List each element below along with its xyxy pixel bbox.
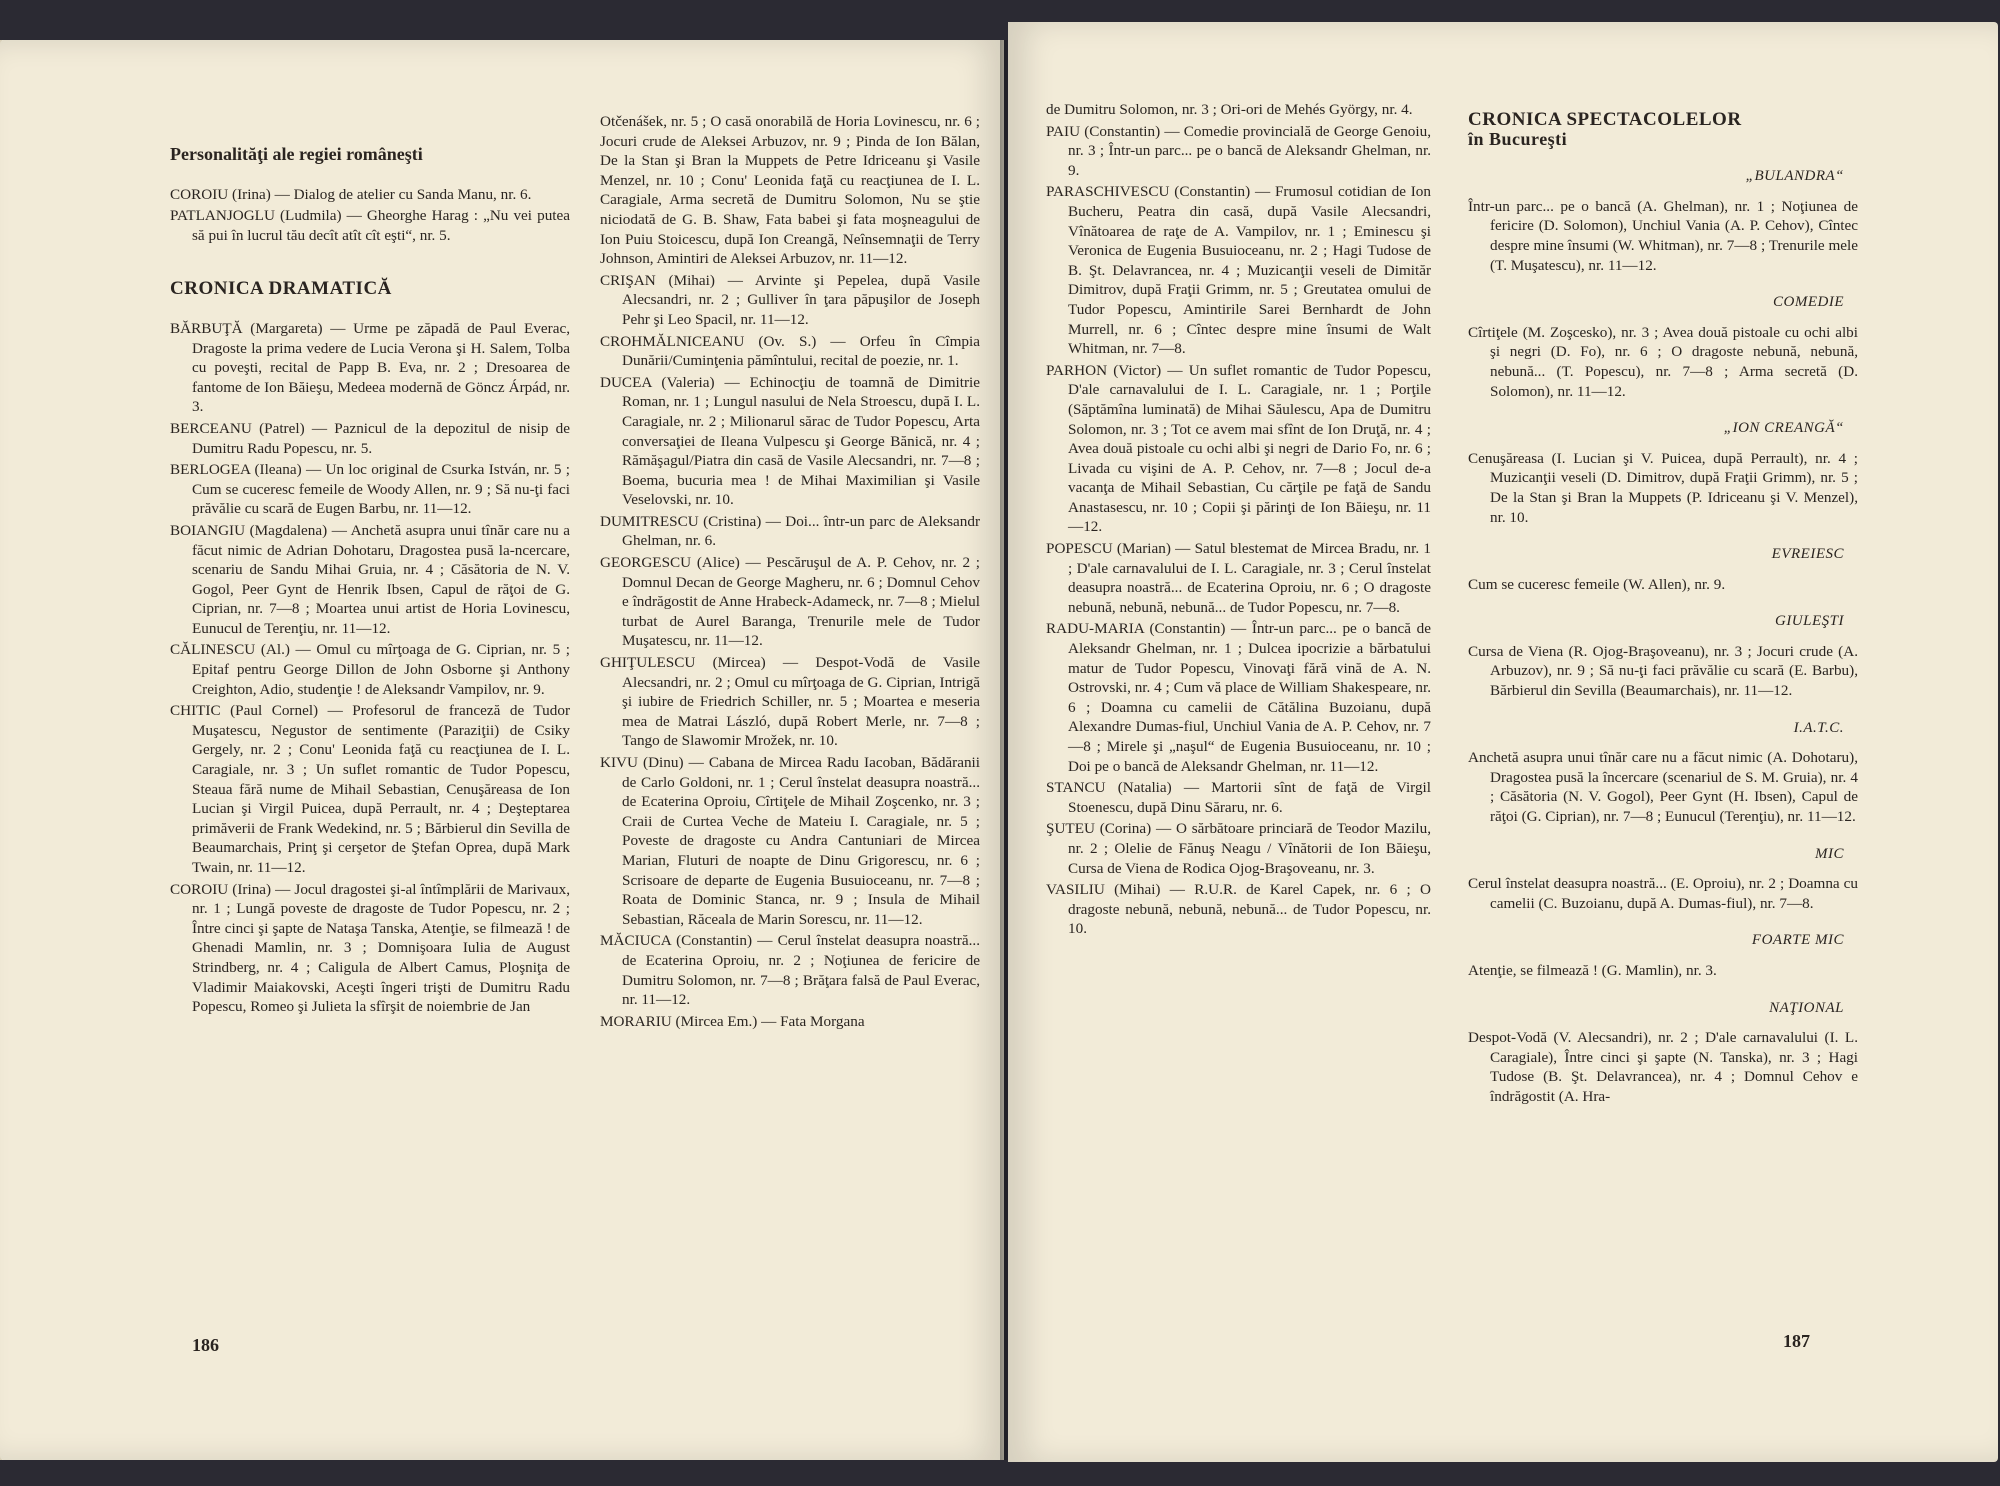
theatre-entry: Cursa de Viena (R. Ojog-Braşoveanu), nr. 3 ; Jocuri crude (A. Arbuzov), nr. 9 ; Să nu-ţi faci prăvălie cu scară (E. Barbu), Bărbierul din Sevilla (Beaumarchais), nr. 11—12.	[1468, 642, 1858, 700]
theatre-entry: Cîrtiţele (M. Zoşcesko), nr. 3 ; Avea două pistoale cu ochi albi şi negri (D. Fo), nr. 6 ; O dragoste nebună, nebună, nebună... (T. Popescu), nr. 7—8 ; Arma secretă (D. Solomon), nr. 11—12.	[1468, 323, 1858, 400]
right-column-1	[1046, 100, 1431, 941]
left-column-2	[600, 112, 980, 1033]
entry: RADU-MARIA (Constantin) — Într-un parc... pe o bancă de Aleksandr Ghelman, nr. 1 ; Dulcea ipocrizie a bărbatului matur de Tudor Popescu, Vinovaţi fără vină de A. N. Ostrovski, nr. 4 ; Cum vă place de William Shakespeare, nr. 6 ; Doamna cu camelii de Cătălina Buzoianu, după Alexandre Dumas-fiul, Unchiul Vania de A. P. Cehov, nr. 7—8 ; Mirele şi „naşul“ de Eugenia Busuioceanu, nr. 10 ; Doi pe o bancă de Aleksandr Ghelman, nr. 11—12.	[1046, 620, 1431, 775]
page-number-left: 186	[192, 1335, 219, 1355]
section-title-cronica-spectacolelor: CRONICA SPECTACOLELOR	[1468, 109, 1742, 130]
entry: CHITIC (Paul Cornel) — Profesorul de franceză de Tudor Muşatescu, Negustor de sentimente (Paraziţii) de Csiky Gergely, nr. 2 ; Conu' Leonida faţă cu reacţiunea de I. L. Caragiale, nr. 3 ; Un suflet romantic de Tudor Popescu, Steaua fără nume de Mihail Sebastian, Cenuşăreasa de Ion Lucian şi Virgil Puicea, după Perrault, nr. 4 ; Deşteptarea primăverii de Frank Wedekind, nr. 5 ; Bărbierul din Sevilla de Beaumarchais, Prinţ şi cerşetor de Ştefan Oprea, după Mark Twain, nr. 11—12.	[170, 702, 570, 876]
entry: DUMITRESCU (Cristina) — Doi... într-un parc de Aleksandr Ghelman, nr. 6.	[600, 512, 980, 550]
theatre-name: „BULANDRA“	[1745, 168, 1844, 185]
entry: KIVU (Dinu) — Cabana de Mircea Radu Iacoban, Bădăranii de Carlo Goldoni, nr. 1 ; Cerul înstelat deasupra noastră... de Ecaterina Oproiu, Cîrtiţele de Mihail Zoşcenko, nr. 3 ; Craii de Curtea Veche de Mateiu I. Caragiale, nr. 5 ; Poveste de dragoste cu Andra Cantuniari de Mircea Marian, Fluturi de noapte de Dinu Grigorescu, nr. 6 ; Scrisoare de departe de Eugenia Busuioceanu, nr. 7—8 ; Roata de Dominic Stanca, nr. 9 ; Insula de Mihail Sebastian, Răceala de Marin Sorescu, nr. 11—12.	[600, 754, 980, 928]
theatre-name: NAŢIONAL	[1769, 999, 1844, 1016]
entry: ŞUTEU (Corina) — O sărbătoare princiară de Teodor Mazilu, nr. 2 ; Olelie de Fănuş Neagu / Vînătorii de Ion Băieşu, Cursa de Viena de Rodica Ojog-Braşoveanu, nr. 3.	[1046, 820, 1431, 877]
entry: GHIŢULESCU (Mircea) — Despot-Vodă de Vasile Alecsandri, nr. 2 ; Omul cu mîrţoaga de G. Ciprian, Intrigă şi iubire de Friedrich Schiller, nr. 5 ; Moartea e meseria mea de Matrai László, după Robert Merle, nr. 7—8 ; Tango de Slawomir Mrožek, nr. 10.	[600, 654, 980, 750]
theatre-name: MIC	[1815, 845, 1844, 862]
entry: BĂRBUŢĂ (Margareta) — Urme pe zăpadă de Paul Everac, Dragoste la prima vedere de Lucia Verona şi H. Salem, Tolba cu poveşti, recital de Papp B. Eva, nr. 2 ; Dresoarea de fantome de Ion Băieşu, Medeea modernă de Göncz Árpád, nr. 3.	[170, 319, 570, 416]
theatre-entry: Cenuşăreasa (I. Lucian şi V. Puicea, după Perrault), nr. 4 ; Muzicanţii veseli (D. Dimitrov, după Fraţii Grimm), nr. 5 ; De la Stan şi Bran la Muppets (P. Idriceanu şi V. Menzel), nr. 10.	[1468, 449, 1858, 526]
theatre-entry: Într-un parc... pe o bancă (A. Ghelman), nr. 1 ; Noţiunea de fericire (D. Solomon), Unchiul Vania (A. P. Cehov), Cîntec despre mine însumi (W. Whitman), nr. 7—8 ; Trenurile mele (T. Muşatescu), nr. 11—12.	[1468, 197, 1858, 274]
right-column-2	[1468, 110, 1858, 1109]
entry: CRIŞAN (Mihai) — Arvinte şi Pepelea, după Vasile Alecsandri, nr. 2 ; Gulliver în ţara păpuşilor de Joseph Pehr şi Leo Spacil, nr. 11—12.	[600, 271, 980, 328]
entry: PARASCHIVESCU (Constantin) — Frumosul cotidian de Ion Bucheru, Peatra din casă, după Vasile Alecsandri, Vînătoarea de raţe de A. Vampilov, nr. 1 ; Eminescu şi Veronica de Eugenia Busuioceanu, nr. 2 ; Hagi Tudose de B. Şt. Delavrancea, nr. 4 ; Muzicanţii veseli de Dimităr Dimitrov, după Fraţii Grimm, nr. 5 ; Greutatea omului de Tudor Popescu, Amintirile Sarei Bernhardt de John Murrell, nr. 6 ; Cîntec despre mine însumi de Walt Whitman, nr. 7—8.	[1046, 183, 1431, 358]
entry: PATLANJOGLU (Ludmila) — Gheorghe Harag : „Nu vei putea să pui în lucrul tău decît atît cît eşti“, nr. 5.	[170, 207, 570, 244]
section-title-personalities: Personalităţi ale regiei româneşti	[170, 144, 423, 164]
entry: GEORGESCU (Alice) — Pescăruşul de A. P. Cehov, nr. 2 ; Domnul Decan de George Magheru, nr. 6 ; Domnul Cehov e îndrăgostit de Anne Hrabeck-Adameck, nr. 7—8 ; Mielul turbat de Aurel Baranga, Trenurile mele de Tudor Muşatescu, nr. 11—12.	[600, 554, 980, 650]
entry: BERCEANU (Patrel) — Paznicul de la depozitul de nisip de Dumitru Radu Popescu, nr. 5.	[170, 419, 570, 457]
entry: VASILIU (Mihai) — R.U.R. de Karel Capek, nr. 6 ; O dragoste nebună, nebună, nebună... de Tudor Popescu, nr. 10.	[1046, 881, 1431, 938]
theatre-name: FOARTE MIC	[1751, 932, 1844, 949]
entry: PAIU (Constantin) — Comedie provincială de George Genoiu, nr. 3 ; Într-un parc... pe o bancă de Aleksandr Ghelman, nr. 9.	[1046, 122, 1431, 179]
theatre-name: I.A.T.C.	[1793, 719, 1844, 736]
left-page	[0, 40, 1004, 1460]
entry: BOIANGIU (Magdalena) — Anchetă asupra unui tînăr care nu a făcut nimic de Adrian Dohotaru, Dragostea pusă la-ncercare, scenariu de Sandu Mihai Gruia, nr. 4 ; Căsătoria de N. V. Gogol, Peer Gynt de Henrik Ibsen, Capul de răţoi de G. Ciprian, nr. 7—8 ; Moartea unui artist de Horia Lovinescu, Eunucul de Terenţiu, nr. 11—12.	[170, 521, 570, 637]
theatre-entry: Atenţie, se filmează ! (G. Mamlin), nr. 3.	[1468, 962, 1717, 979]
left-column-1	[170, 135, 570, 1019]
entry: POPESCU (Marian) — Satul blestemat de Mircea Bradu, nr. 1 ; D'ale carnavalului de I. L. Caragiale, nr. 3 ; Cerul înstelat deasupra noastră... de Ecaterina Oproiu, nr. 6 ; O dragoste nebună, nebună, nebună... de Tudor Popescu, nr. 7—8.	[1046, 540, 1431, 616]
theatre-name: COMEDIE	[1773, 294, 1844, 311]
entry: COROIU (Irina) — Dialog de atelier cu Sanda Manu, nr. 6.	[170, 185, 532, 203]
entry: Otčenášek, nr. 5 ; O casă onorabilă de Horia Lovinescu, nr. 6 ; Jocuri crude de Aleksei Arbuzov, nr. 9 ; Pinda de Ion Bălan, De la Stan şi Bran la Muppets de Petre Idriceanu şi Vasile Menzel, nr. 10 ; Conu' Leonida faţă cu reacţiunea de I. L. Caragiale, Arma secretă de Dumitru Solomon, Nu se ştie niciodată de G. B. Shaw, Fata babei şi fata moşneagului de Ion Puiu Stoicescu, după Ion Creangă, Neînsemnaţii de Terry Johnson, Amintiri de Aleksei Arbuzov, nr. 11—12.	[600, 113, 980, 268]
right-page	[1008, 22, 1998, 1462]
entry: de Dumitru Solomon, nr. 3 ; Ori-ori de Mehés György, nr. 4.	[1046, 101, 1413, 118]
theatre-entry: Cerul înstelat deasupra noastră... (E. Oproiu), nr. 2 ; Doamna cu camelii (C. Buzoianu, după A. Dumas-fiul), nr. 7—8.	[1468, 875, 1858, 912]
theatre-name: „ION CREANGĂ“	[1723, 420, 1844, 437]
entry: COROIU (Irina) — Jocul dragostei şi-al întîmplării de Marivaux, nr. 1 ; Lungă poveste de dragoste de Tudor Popescu, nr. 2 ; Între cinci şi şapte de Nataşa Tanska, Atenţie, se filmează ! de Ghenadi Mamlin, nr. 3 ; Domnişoara Iulia de August Strindberg, nr. 4 ; Caligula de Albert Camus, Ploşniţa de Vladimir Maiakovski, Aceşti îngeri trişti de Dumitru Radu Popescu, Romeo şi Julieta la sfîrşit de noiembrie de Jan	[170, 880, 570, 1016]
theatre-entry: Despot-Vodă (V. Alecsandri), nr. 2 ; D'ale carnavalului (I. L. Caragiale), Între cinci şi şapte (N. Tanska), nr. 3 ; Hagi Tudose (B. Şt. Delavrancea), nr. 4 ; Domnul Cehov e îndrăgostit (A. Hra-	[1468, 1029, 1858, 1105]
entry: CROHMĂLNICEANU (Ov. S.) — Orfeu în Cîmpia Dunării/Cuminţenia pămîntului, recital de poezie, nr. 1.	[600, 332, 980, 370]
section-title-cronica-dramatica: CRONICA DRAMATICĂ	[170, 278, 392, 300]
entry: PARHON (Victor) — Un suflet romantic de Tudor Popescu, D'ale carnavalului de I. L. Caragiale, nr. 1 ; Porţile (Săptămîna luminată) de Mihai Săulescu, Apa de Dumitru Solomon, nr. 3 ; Tot ce avem mai sfînt de Ion Druţă, nr. 4 ; Avea două pistoale cu ochi albi şi negri de Dario Fo, nr. 6 ; Livada cu vişini de A. P. Cehov, nr. 7—8 ; Jocul de-a vacanţa de Mihail Sebastian, Cu cărţile pe faţă de Sandu Anastasescu, nr. 10 ; Copii şi părinţi de Ion Băieşu, nr. 11—12.	[1046, 361, 1431, 536]
section-subtitle-bucuresti: în Bucureşti	[1468, 128, 1568, 149]
entry: MĂCIUCA (Constantin) — Cerul înstelat deasupra noastră... de Ecaterina Oproiu, nr. 2 ; Noţiunea de fericire de Dumitru Solomon, nr. 7—8 ; Brăţara falsă de Paul Everac, nr. 11—12.	[600, 932, 980, 1009]
theatre-entry: Anchetă asupra unui tînăr care nu a făcut nimic (A. Dohotaru), Dragostea pusă la încercare (scenariul de S. M. Gruia), nr. 4 ; Căsătoria (N. V. Gogol), Peer Gynt (H. Ibsen), Capul de răţoi (G. Ciprian), nr. 7—8 ; Eunucul (Terenţiu), nr. 11—12.	[1468, 749, 1858, 826]
entry: MORARIU (Mircea Em.) — Fata Morgana	[600, 1012, 865, 1030]
theatre-entry: Cum se cuceresc femeile (W. Allen), nr. 9.	[1468, 575, 1726, 593]
theatre-name: EVREIESC	[1771, 546, 1844, 563]
entry: STANCU (Natalia) — Martorii sînt de faţă de Virgil Stoenescu, după Dinu Săraru, nr. 6.	[1046, 779, 1431, 816]
entry: BERLOGEA (Ileana) — Un loc original de Csurka István, nr. 5 ; Cum se cuceresc femeile de Woody Allen, nr. 9 ; Să nu-ţi faci prăvălie cu scară de Eugen Barbu, nr. 11—12.	[170, 461, 570, 518]
entry: CĂLINESCU (Al.) — Omul cu mîrţoaga de G. Ciprian, nr. 5 ; Epitaf pentru George Dillon de John Osborne şi Anthony Creighton, Adio, studenţie ! de Aleksandr Vampilov, nr. 9.	[170, 641, 570, 698]
page-number-right: 187	[1783, 1331, 1810, 1351]
entry: DUCEA (Valeria) — Echinocţiu de toamnă de Dimitrie Roman, nr. 1 ; Lungul nasului de Nela Stroescu, după I. L. Caragiale, nr. 2 ; Milionarul sărac de Tudor Popescu, Arta conversaţiei de Ileana Vulpescu şi George Bănică, nr. 4 ; Rămăşagul/Piatra din casă de Vasile Alecsandri, nr. 7—8 ; Boema, bucuria mea ! de Mihai Maximilian şi Vasile Veselovski, nr. 10.	[600, 373, 980, 509]
theatre-name: GIULEŞTI	[1774, 613, 1844, 630]
